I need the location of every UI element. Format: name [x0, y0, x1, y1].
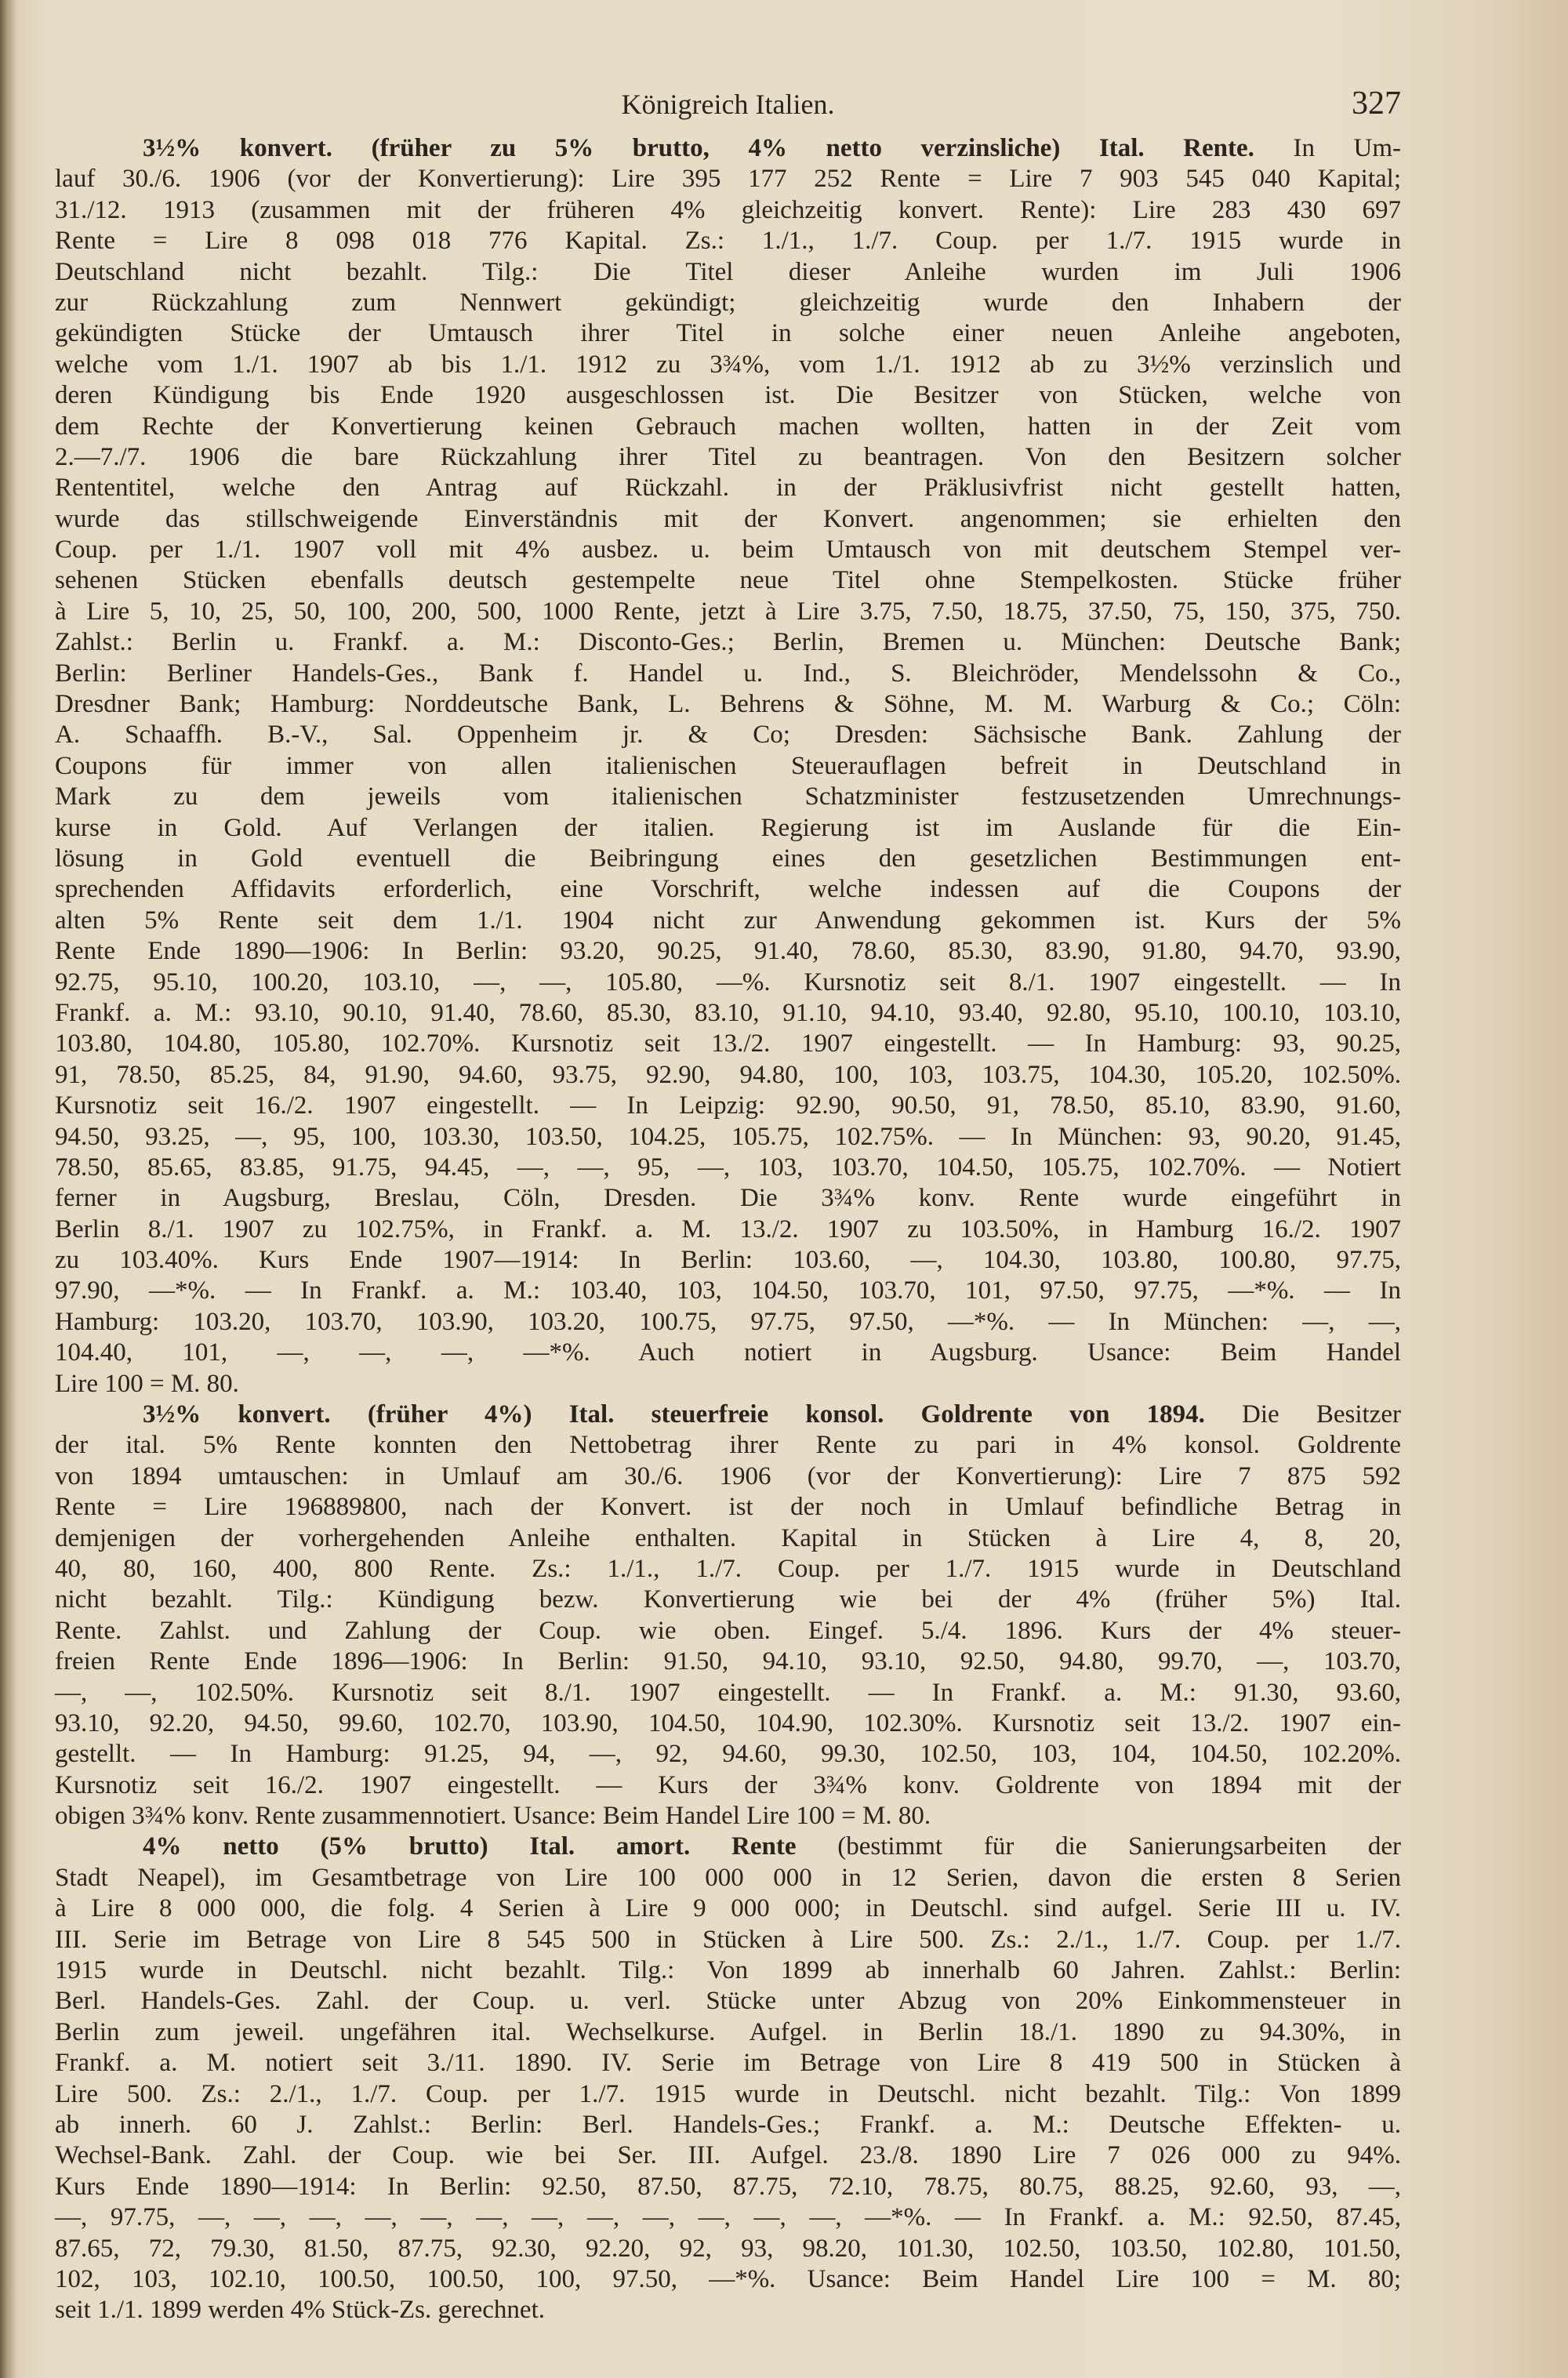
text-line [55, 1276, 1401, 1306]
text-line [55, 1029, 1401, 1059]
line-text: In Um- [1254, 134, 1401, 162]
text-line [55, 2202, 1401, 2233]
text-line [55, 2017, 1401, 2048]
line-text: dem Rechte der Konvertierung keinen Gebrauch machen wollten, hatten in der Zeit vom [55, 412, 1401, 441]
text-line [55, 195, 1401, 226]
text-line [55, 1678, 1401, 1708]
text-line [55, 164, 1401, 194]
line-text: A. Schaaffh. B.-V., Sal. Oppenheim jr. & Co; Dresden: Sächsische Bank. Zahlung der [55, 721, 1401, 750]
line-text: lauf 30./6. 1906 (vor der Konvertierung): Lire 395 177 252 Rente = Lire 7 903 545 040 Kapital; [55, 165, 1401, 194]
line-text: Stadt Neapel), im Gesamtbetrage von Lire 100 000 000 in 12 Serien, davon die ersten 8 Serien [55, 1863, 1401, 1892]
line-text: obigen 3¾% konv. Rente zusammennotiert. Usance: Beim Handel Lire 100 = M. 80. [55, 1802, 931, 1831]
line-text: 31./12. 1913 (zusammen mit der früheren 4% gleichzeitig konvert. Rente): Lire 283 430 697 [55, 195, 1401, 224]
line-text: Berlin 8./1. 1907 zu 102.75%, in Frankf. a. M. 13./2. 1907 zu 103.50%, in Hamburg 16./2. 1907 [55, 1214, 1401, 1243]
text-line [55, 1369, 1401, 1400]
text-line [55, 1091, 1401, 1121]
text-line [55, 998, 1401, 1029]
text-line [55, 1801, 1401, 1832]
line-text: 87.65, 72, 79.30, 81.50, 87.75, 92.30, 92.20, 92, 93, 98.20, 101.30, 102.50, 103.50, 102.80, 101.50, [55, 2234, 1401, 2263]
text-line [55, 1430, 1401, 1461]
text-line [55, 2048, 1401, 2078]
line-text: Rente = Lire 196889800, nach der Konvert. ist der noch in Umlauf befindliche Betrag in [55, 1493, 1401, 1522]
text-line [55, 257, 1401, 288]
line-text: ferner in Augsburg, Breslau, Cöln, Dresden. Die 3¾% konv. Rente wurde eingeführt in [55, 1184, 1401, 1213]
line-text: —, 97.75, —, —, —, —, —, —, —, —, —, —, —, —, —*%. — In Frankf. a. M.: 92.50, 87.45, [55, 2203, 1401, 2232]
paragraph [55, 1832, 1401, 2325]
text-line [55, 1523, 1401, 1554]
text-line [55, 565, 1401, 596]
line-text: der ital. 5% Rente konnten den Nettobetrag ihrer Rente zu pari in 4% konsol. Goldrente [55, 1431, 1401, 1460]
text-line [55, 844, 1401, 874]
line-text: Frankf. a. M. notiert seit 3./11. 1890. IV. Serie im Betrage von Lire 8 419 500 in Stücken à [55, 2049, 1401, 2078]
text-line [55, 1708, 1401, 1739]
line-text: lösung in Gold eventuell die Beibringung eines den gesetzlichen Bestimmungen ent- [55, 844, 1401, 873]
text-line [55, 597, 1401, 627]
text-line [55, 1245, 1401, 1276]
text-line [55, 473, 1401, 503]
line-text: Frankf. a. M.: 93.10, 90.10, 91.40, 78.60, 85.30, 83.10, 91.10, 94.10, 93.40, 92.80, 95.10, 100.10, 103.10, [55, 998, 1401, 1027]
page-header [55, 85, 1401, 124]
line-text: III. Serie im Betrage von Lire 8 545 500 in Stücken à Lire 500. Zs.: 2./1., 1./7. Coup. per 1./7. [55, 1925, 1401, 1954]
line-text: Rente Ende 1890—1906: In Berlin: 93.20, 90.25, 91.40, 78.60, 85.30, 83.90, 91.80, 94.70, 93.90, [55, 937, 1401, 966]
entry-title: 3½% konvert. (früher 4%) Ital. steuerfreie konsol. Goldrente von 1894. [143, 1400, 1205, 1429]
page-number: 327 [1352, 85, 1401, 122]
line-text: Mark zu dem jeweils vom italienischen Schatzminister festzusetzenden Umrechnungs- [55, 782, 1401, 811]
text-line [55, 412, 1401, 442]
line-text: 103.80, 104.80, 105.80, 102.70%. Kursnotiz seit 13./2. 1907 eingestellt. — In Hamburg: 93, 90.25, [55, 1029, 1401, 1058]
line-text: Coupons für immer von allen italienischen Steuerauflagen befreit in Deutschland in [55, 751, 1401, 780]
text-line [55, 2140, 1401, 2171]
line-text: 94.50, 93.25, —, 95, 100, 103.30, 103.50, 104.25, 105.75, 102.75%. — In München: 93, 90.20, 91.45, [55, 1122, 1401, 1151]
line-text: Lire 500. Zs.: 2./1., 1./7. Coup. per 1./7. 1915 wurde in Deutschl. nicht bezahlt. Tilg.: Von 1899 [55, 2079, 1401, 2108]
text-line [55, 1461, 1401, 1492]
text-line [55, 2234, 1401, 2264]
text-line [55, 936, 1401, 967]
line-text: Hamburg: 103.20, 103.70, 103.90, 103.20, 100.75, 97.75, 97.50, —*%. — In München: —, —, [55, 1307, 1401, 1336]
line-text: Rente. Zahlst. und Zahlung der Coup. wie oben. Eingef. 5./4. 1896. Kurs der 4% steuer- [55, 1616, 1401, 1645]
line-text: kurse in Gold. Auf Verlangen der italien. Regierung ist im Auslande für die Ein- [55, 813, 1401, 842]
line-text: à Lire 5, 10, 25, 50, 100, 200, 500, 1000 Rente, jetzt à Lire 3.75, 7.50, 18.75, 37.50, 75, 150, 375, 750. [55, 597, 1401, 626]
text-line [55, 318, 1401, 349]
line-text: Zahlst.: Berlin u. Frankf. a. M.: Disconto-Ges.; Berlin, Bremen u. München: Deutsche Bank; [55, 628, 1401, 657]
text-line [55, 1925, 1401, 1955]
text-line [55, 1492, 1401, 1523]
text-line [55, 350, 1401, 380]
line-text: gestellt. — In Hamburg: 91.25, 94, —, 92, 94.60, 99.30, 102.50, 103, 104, 104.50, 102.20%. [55, 1740, 1401, 1769]
line-text: seit 1./1. 1899 werden 4% Stück-Zs. gerechnet. [55, 2296, 546, 2325]
line-text: 97.90, —*%. — In Frankf. a. M.: 103.40, 103, 104.50, 103.70, 101, 97.50, 97.75, —*%. — In [55, 1276, 1401, 1305]
line-text: zu 103.40%. Kurs Ende 1907—1914: In Berlin: 103.60, —, 104.30, 103.80, 100.80, 97.75, [55, 1246, 1401, 1275]
text-line [55, 442, 1401, 473]
line-text: sprechenden Affidavits erforderlich, eine Vorschrift, welche indessen auf die Coupons der [55, 875, 1401, 904]
text-line [55, 813, 1401, 844]
text-line [55, 1955, 1401, 1986]
text-line [55, 2110, 1401, 2140]
text-line [55, 2079, 1401, 2110]
line-text: sehenen Stücken ebenfalls deutsch gestempelte neue Titel ohne Stempelkosten. Stücke früher [55, 566, 1401, 595]
text-line [55, 874, 1401, 905]
line-text: Lire 100 = M. 80. [55, 1369, 239, 1398]
text-line [55, 1153, 1401, 1183]
text-line [55, 1060, 1401, 1091]
text-line [55, 1616, 1401, 1646]
text-line [55, 288, 1401, 318]
line-text: Kursnotiz seit 16./2. 1907 eingestellt. — In Leipzig: 92.90, 90.50, 91, 78.50, 85.10, 83.90, 91.60, [55, 1091, 1401, 1120]
text-line [55, 504, 1401, 535]
text-line [55, 782, 1401, 812]
line-text: Kurs Ende 1890—1914: In Berlin: 92.50, 87.50, 87.75, 72.10, 78.75, 80.75, 88.25, 92.60, 93, —, [55, 2172, 1401, 2201]
entry-title: 4% netto (5% brutto) Ital. amort. Rente [143, 1832, 797, 1861]
line-text: wurde das stillschweigende Einverständnis mit der Konvert. angenommen; sie erhielten den [55, 504, 1401, 533]
line-text: (bestimmt für die Sanierungsarbeiten der [796, 1832, 1401, 1861]
text-line [55, 2172, 1401, 2202]
text-line [55, 380, 1401, 411]
text-line [55, 1554, 1401, 1585]
text-line [55, 226, 1401, 256]
text-line [55, 751, 1401, 782]
text-line [55, 627, 1401, 658]
line-text: Berlin: Berliner Handels-Ges., Bank f. Handel u. Ind., S. Bleichröder, Mendelssohn & Co., [55, 659, 1401, 688]
running-title: Königreich Italien. [621, 89, 835, 120]
text-line [55, 2264, 1401, 2295]
text-line [55, 1183, 1401, 1214]
text-line [55, 689, 1401, 720]
text-line [55, 133, 1401, 164]
text-line [55, 1122, 1401, 1153]
line-text: 102, 103, 102.10, 100.50, 100.50, 100, 97.50, —*%. Usance: Beim Handel Lire 100 = M. 80; [55, 2264, 1401, 2293]
line-text: zur Rückzahlung zum Nennwert gekündigt; gleichzeitig wurde den Inhabern der [55, 288, 1401, 317]
line-text: Berl. Handels-Ges. Zahl. der Coup. u. verl. Stücke unter Abzug von 20% Einkommensteuer in [55, 1987, 1401, 2016]
line-text: Rente = Lire 8 098 018 776 Kapital. Zs.: 1./1., 1./7. Coup. per 1./7. 1915 wurde in [55, 227, 1401, 256]
line-text: nicht bezahlt. Tilg.: Kündigung bezw. Konvertierung wie bei der 4% (früher 5%) Ital. [55, 1585, 1401, 1614]
line-text: 104.40, 101, —, —, —, —*%. Auch notiert in Augsburg. Usance: Beim Handel [55, 1338, 1401, 1367]
text-line [55, 1338, 1401, 1368]
line-text: 78.50, 85.65, 83.85, 91.75, 94.45, —, —, 95, —, 103, 103.70, 104.50, 105.75, 102.70%. — Notiert [55, 1153, 1401, 1182]
line-text: Dresdner Bank; Hamburg: Norddeutsche Bank, L. Behrens & Söhne, M. M. Warburg & Co.; Cöln: [55, 690, 1401, 719]
line-text: freien Rente Ende 1896—1906: In Berlin: 91.50, 94.10, 93.10, 92.50, 94.80, 99.70, —, 103.70, [55, 1647, 1401, 1676]
body-text [55, 133, 1401, 2326]
text-line [55, 1986, 1401, 2017]
line-text: à Lire 8 000 000, die folg. 4 Serien à Lire 9 000 000; in Deutschl. sind aufgel. Serie III u. IV. [55, 1894, 1401, 1923]
text-line [55, 1832, 1401, 1862]
line-text: 91, 78.50, 85.25, 84, 91.90, 94.60, 93.75, 92.90, 94.80, 100, 103, 103.75, 104.30, 105.20, 102.50%. [55, 1060, 1401, 1089]
line-text: 92.75, 95.10, 100.20, 103.10, —, —, 105.80, —%. Kursnotiz seit 8./1. 1907 eingestellt. — In [55, 968, 1401, 997]
line-text: Kursnotiz seit 16./2. 1907 eingestellt. — Kurs der 3¾% konv. Goldrente von 1894 mit der [55, 1770, 1401, 1799]
line-text: von 1894 umtauschen: in Umlauf am 30./6. 1906 (vor der Konvertierung): Lire 7 875 592 [55, 1461, 1401, 1490]
line-text: demjenigen der vorhergehenden Anleihe enthalten. Kapital in Stücken à Lire 4, 8, 20, [55, 1523, 1401, 1552]
text-line [55, 2295, 1401, 2325]
line-text: Coup. per 1./1. 1907 voll mit 4% ausbez. u. beim Umtausch von mit deutschem Stempel ver- [55, 536, 1401, 565]
line-text: 40, 80, 160, 400, 800 Rente. Zs.: 1./1., 1./7. Coup. per 1./7. 1915 wurde in Deutschland [55, 1554, 1401, 1583]
line-text: welche vom 1./1. 1907 ab bis 1./1. 1912 zu 3¾%, vom 1./1. 1912 ab zu 3½% verzinslich und [55, 350, 1401, 379]
paragraph [55, 1400, 1401, 1832]
text-line [55, 906, 1401, 936]
line-text: Die Besitzer [1204, 1400, 1401, 1429]
line-text: Rententitel, welche den Antrag auf Rückzahl. in der Präklusivfrist nicht gestellt hatten, [55, 474, 1401, 503]
line-text: ab innerh. 60 J. Zahlst.: Berlin: Berl. Handels-Ges.; Frankf. a. M.: Deutsche Effekten- u. [55, 2111, 1401, 2139]
line-text: Wechsel-Bank. Zahl. der Coup. wie bei Ser. III. Aufgel. 23./8. 1890 Lire 7 026 000 zu 94%. [55, 2141, 1401, 2170]
line-text: Berlin zum jeweil. ungefähren ital. Wechselkurse. Aufgel. in Berlin 18./1. 1890 zu 94.30%, in [55, 2017, 1401, 2046]
text-line [55, 659, 1401, 689]
line-text: —, —, 102.50%. Kursnotiz seit 8./1. 1907 eingestellt. — In Frankf. a. M.: 91.30, 93.60, [55, 1678, 1401, 1707]
text-line [55, 1646, 1401, 1677]
text-line [55, 1770, 1401, 1801]
text-line [55, 535, 1401, 565]
line-text: Deutschland nicht bezahlt. Tilg.: Die Titel dieser Anleihe wurden im Juli 1906 [55, 257, 1401, 286]
paragraph [55, 133, 1401, 1400]
line-text: 1915 wurde in Deutschl. nicht bezahlt. Tilg.: Von 1899 ab innerhalb 60 Jahren. Zahlst.: Berlin: [55, 1956, 1401, 1985]
text-line [55, 1400, 1401, 1430]
text-line [55, 1585, 1401, 1615]
text-line [55, 968, 1401, 998]
line-text: deren Kündigung bis Ende 1920 ausgeschlossen ist. Die Besitzer von Stücken, welche von [55, 381, 1401, 410]
line-text: gekündigten Stücke der Umtausch ihrer Titel in solche einer neuen Anleihe angeboten, [55, 319, 1401, 348]
entry-title: 3½% konvert. (früher zu 5% brutto, 4% netto verzinsliche) Ital. Rente. [143, 134, 1254, 162]
text-line [55, 1863, 1401, 1893]
text-line [55, 1214, 1401, 1245]
line-text: 2.—7./7. 1906 die bare Rückzahlung ihrer Titel zu beantragen. Von den Besitzern solcher [55, 442, 1401, 471]
text-line [55, 720, 1401, 750]
text-line [55, 1893, 1401, 1924]
line-text: 93.10, 92.20, 94.50, 99.60, 102.70, 103.90, 104.50, 104.90, 102.30%. Kursnotiz seit 13./2. 1907 ein- [55, 1708, 1401, 1737]
text-line [55, 1307, 1401, 1338]
text-line [55, 1739, 1401, 1770]
line-text: alten 5% Rente seit dem 1./1. 1904 nicht zur Anwendung gekommen ist. Kurs der 5% [55, 906, 1401, 935]
